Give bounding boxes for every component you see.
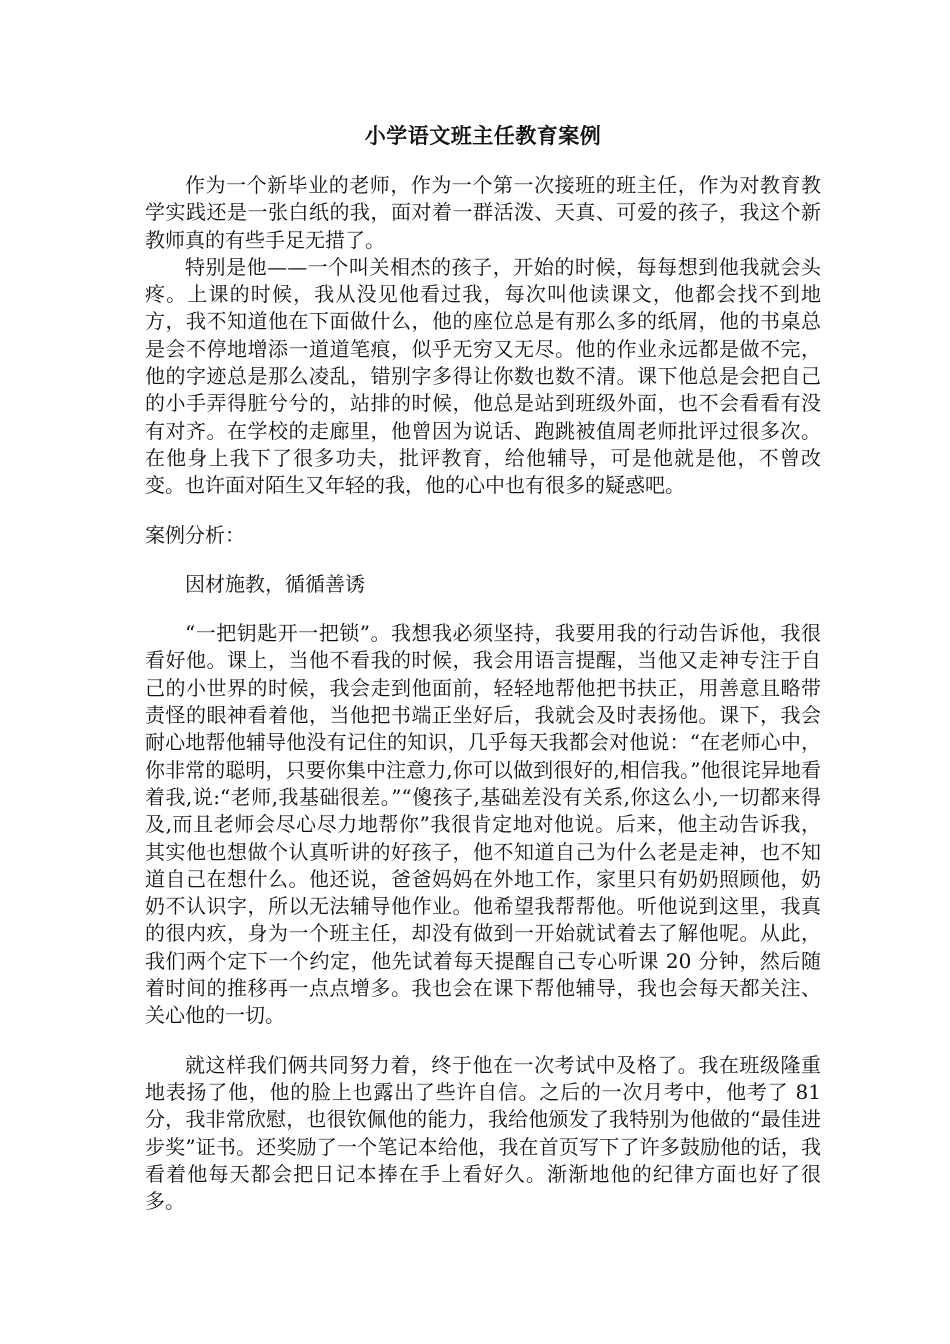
section-heading: 因材施教，循循善诱 — [185, 571, 365, 596]
document-title: 小学语文班主任教育案例 — [364, 123, 602, 148]
paragraph-analysis-result: 就这样我们俩共同努力着，终于他在一次考试中及格了。我在班级隆重地表扬了他，他的脸上也露出了些许自信。之后的一次月考中，他考了 81 分，我非常欣慰，也很钦佩他的能力，我给他颁发了我特别为他做的“最佳进步奖”证书。还奖励了一个笔记本给他，我在首页写下了许多鼓励他的话，我看着他每天都会把日记本捧在手上看好久。渐渐地他的纪律方面也好了很多。 — [145, 1052, 821, 1214]
paragraph-analysis-method: “一把钥匙开一把锁”。我想我必须坚持，我要用我的行动告诉他，我很看好他。课上，当他不看我的时候，我会用语言提醒，当他又走神专注于自己的小世界的时候，我会走到他面前，轻轻地帮他把书扶正，用善意且略带责怪的眼神看着他，当他把书端正坐好后，我就会及时表扬他。课下，我会耐心地帮他辅导他没有记住的知识，几乎每天我都会对他说：“在老师心中，你非常的聪明，只要你集中注意力,你可以做到很好的,相信我。”他很诧异地看着我,说:“老师,我基础很差。”“傻孩子,基础差没有关系,你这么小,一切都来得及,而且老师会尽心尽力地帮你”我很肯定地对他说。后来，他主动告诉我，其实他也想做个认真听讲的好孩子，他不知道自己为什么老是走神，也不知道自己在想什么。他还说，爸爸妈妈在外地工作，家里只有奶奶照顾他，奶奶不认识字，所以无法辅导他作业。他希望我帮帮他。听他说到这里，我真的很内疚，身为一个班主任，却没有做到一开始就试着去了解他呢。从此，我们两个定下一个约定，他先试着每天提醒自己专心听课 20 分钟，然后随着时间的推移再一点点增多。我也会在课下帮他辅导，我也会每天都关注、关心他的一切。 — [145, 621, 821, 1028]
paragraph-student-description: 特别是他——一个叫关相杰的孩子，开始的时候，每每想到他我就会头疼。上课的时候，我从没见他看过我，每次叫他读课文，他都会找不到地方，我不知道他在下面做什么，他的座位总是有那么多的纸屑，他的书桌总是会不停地增添一道道笔痕，似乎无穷又无尽。他的作业永远都是做不完，他的字迹总是那么凌乱，错别字多得让你数也数不清。课下他总是会把自己的小手弄得脏兮兮的，站排的时候，他总是站到班级外面，也不会看看有没有对齐。在学校的走廊里，他曾因为说话、跑跳被值周老师批评过很多次。在他身上我下了很多功夫，批评教育，给他辅导，可是他就是他，不曾改变。也许面对陌生又年轻的我，他的心中也有很多的疑惑吧。 — [145, 254, 821, 498]
paragraph-intro: 作为一个新毕业的老师，作为一个第一次接班的班主任，作为对教育教学实践还是一张白纸的我，面对着一群活泼、天真、可爱的孩子，我这个新教师真的有些手足无措了。 — [145, 173, 821, 252]
document-page — [145, 118, 821, 1215]
section-label: 案例分析： — [145, 522, 245, 547]
